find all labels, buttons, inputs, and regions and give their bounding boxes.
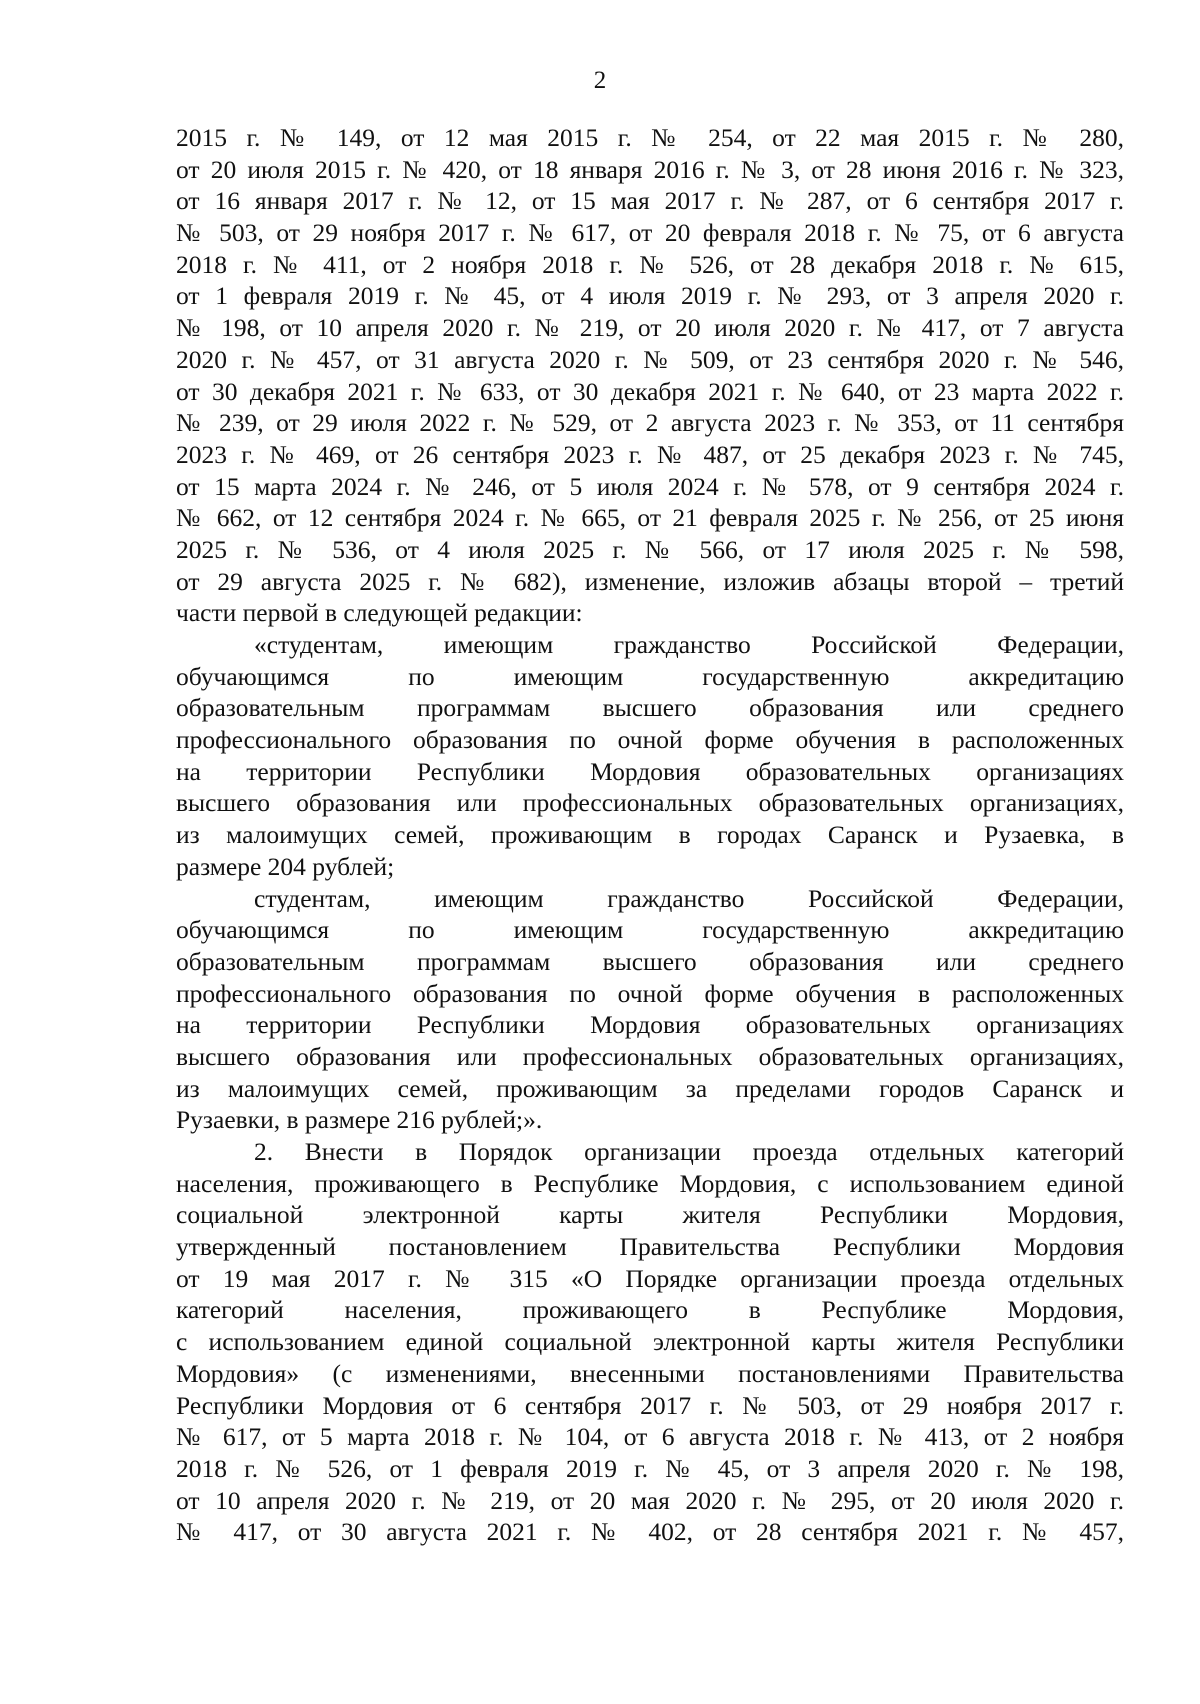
text-line: от 1 февраля 2019 г. № 45, от 4 июля 2019 г. № 293, от 3 апреля 2020 г. [176,281,1124,311]
text-line: № 662, от 12 сентября 2024 г. № 665, от 21 февраля 2025 г. № 256, от 25 июня [176,503,1124,533]
text-line: социальной электронной карты жителя Республики Мордовия, [176,1200,1124,1230]
text-line: высшего образования или профессиональных образовательных организациях, [176,1041,1124,1071]
text-line: 2025 г. № 536, от 4 июля 2025 г. № 566, от 17 июля 2025 г. № 598, [176,534,1124,564]
text-line: утвержденный постановлением Правительства Республики Мордовия [176,1232,1124,1262]
text-line: от 15 марта 2024 г. № 246, от 5 июля 2024 г. № 578, от 9 сентября 2024 г. [176,471,1124,501]
text-line: образовательным программам высшего образования или среднего [176,693,1124,723]
text-line: обучающимся по имеющим государственную аккредитацию [176,661,1124,691]
text-line: 2018 г. № 411, от 2 ноября 2018 г. № 526, от 28 декабря 2018 г. № 615, [176,249,1124,279]
text-line: 2015 г. № 149, от 12 мая 2015 г. № 254, от 22 мая 2015 г. № 280, [176,123,1124,152]
text-line: Рузаевки, в размере 216 рублей;». [176,1105,543,1135]
text-line: населения, проживающего в Республике Мордовия, с использованием единой [176,1168,1124,1198]
text-line: 2. Внести в Порядок организации проезда отдельных категорий [254,1137,1124,1166]
text-line: от 29 августа 2025 г. № 682), изменение, изложив абзацы второй – третий [176,566,1124,596]
text-line: профессионального образования по очной форме обучения в расположенных [176,978,1124,1008]
text-line: из малоимущих семей, проживающим в городах Саранск и Рузаевка, в [176,820,1124,850]
text-line: от 19 мая 2017 г. № 315 «О Порядке организации проезда отдельных [176,1263,1124,1293]
text-line: от 30 декабря 2021 г. № 633, от 30 декабря 2021 г. № 640, от 23 марта 2022 г. [176,376,1124,406]
text-line: № 617, от 5 марта 2018 г. № 104, от 6 августа 2018 г. № 413, от 2 ноября [176,1422,1124,1452]
text-line: Республики Мордовия от 6 сентября 2017 г. № 503, от 29 ноября 2017 г. [176,1390,1124,1420]
text-line: образовательным программам высшего образования или среднего [176,946,1124,976]
text-line: части первой в следующей редакции: [176,598,583,628]
text-line: 2018 г. № 526, от 1 февраля 2019 г. № 45, от 3 апреля 2020 г. № 198, [176,1453,1124,1483]
text-line: из малоимущих семей, проживающим за пределами городов Саранск и [176,1073,1124,1103]
text-line: 2020 г. № 457, от 31 августа 2020 г. № 509, от 23 сентября 2020 г. № 546, [176,344,1124,374]
text-line: № 503, от 29 ноября 2017 г. № 617, от 20 февраля 2018 г. № 75, от 6 августа [176,218,1124,248]
text-line: на территории Республики Мордовия образовательных организациях [176,756,1124,786]
text-line: «студентам, имеющим гражданство Российской Федерации, [254,630,1124,659]
text-line: № 239, от 29 июля 2022 г. № 529, от 2 августа 2023 г. № 353, от 11 сентября [176,408,1124,438]
text-line: профессионального образования по очной форме обучения в расположенных [176,725,1124,755]
text-line: № 198, от 10 апреля 2020 г. № 219, от 20 июля 2020 г. № 417, от 7 августа [176,313,1124,343]
text-line: высшего образования или профессиональных образовательных организациях, [176,788,1124,818]
page-number: 2 [593,67,607,94]
document-body [176,122,1124,1548]
text-line: с использованием единой социальной электронной карты жителя Республики [176,1327,1124,1357]
text-line: размере 204 рублей; [176,851,395,881]
text-line: категорий населения, проживающего в Республике Мордовия, [176,1295,1124,1325]
text-line: № 417, от 30 августа 2021 г. № 402, от 28 сентября 2021 г. № 457, [176,1517,1124,1547]
text-line: 2023 г. № 469, от 26 сентября 2023 г. № 487, от 25 декабря 2023 г. № 745, [176,439,1124,469]
text-line: Мордовия» (с изменениями, внесенными постановлениями Правительства [176,1358,1124,1388]
text-line: от 16 января 2017 г. № 12, от 15 мая 2017 г. № 287, от 6 сентября 2017 г. [176,186,1124,216]
text-line: обучающимся по имеющим государственную аккредитацию [176,915,1124,945]
text-line: на территории Республики Мордовия образовательных организациях [176,1010,1124,1040]
text-line: студентам, имеющим гражданство Российской Федерации, [254,883,1124,913]
text-line: от 20 июля 2015 г. № 420, от 18 января 2016 г. № 3, от 28 июня 2016 г. № 323, [176,154,1124,184]
text-line: от 10 апреля 2020 г. № 219, от 20 мая 2020 г. № 295, от 20 июля 2020 г. [176,1485,1124,1515]
